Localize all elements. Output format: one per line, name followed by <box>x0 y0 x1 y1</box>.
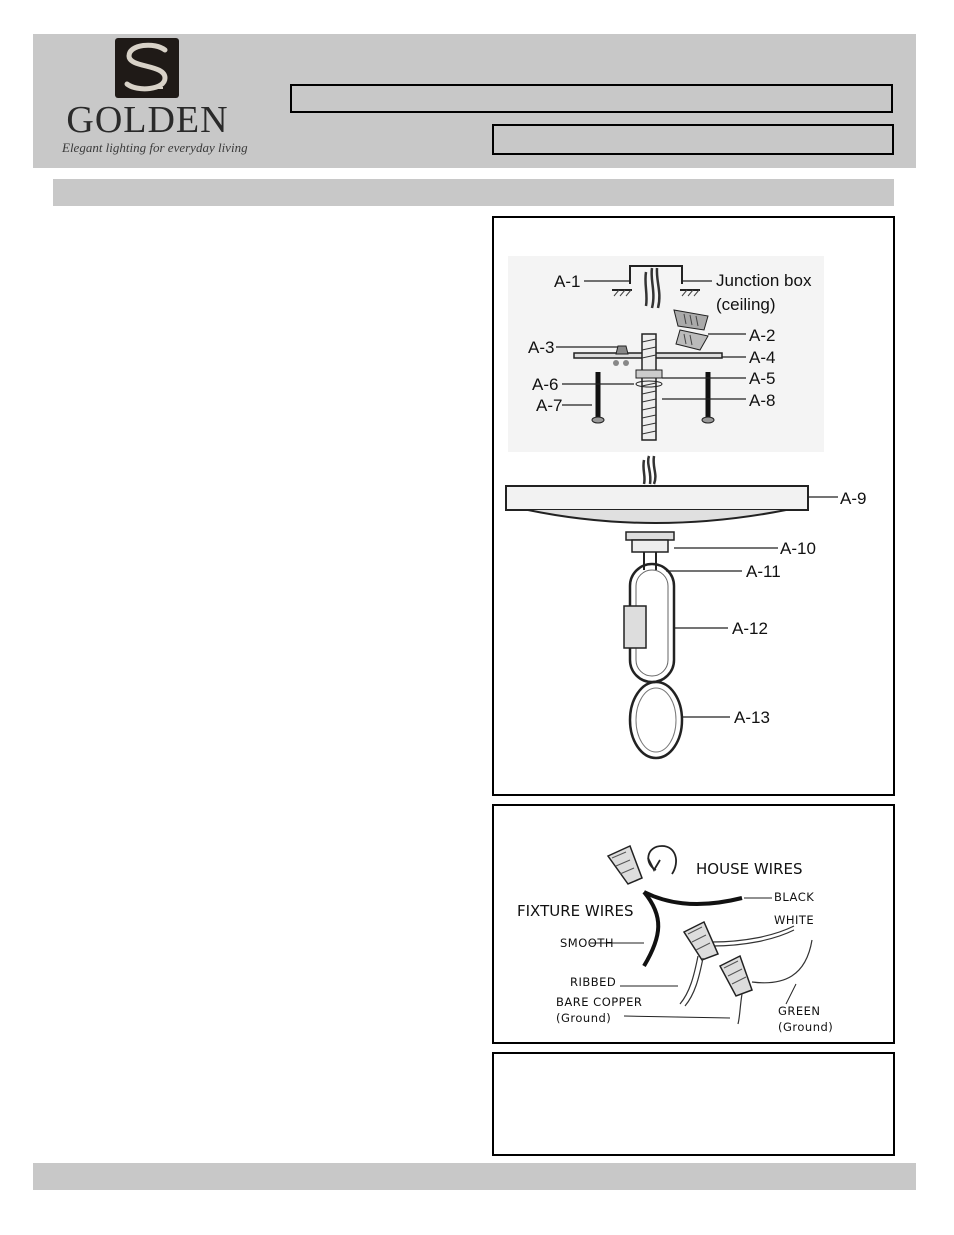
footer-band <box>33 1163 916 1190</box>
label-black: BLACK <box>774 890 815 904</box>
canopy-nut <box>626 532 674 552</box>
label-a6: A-6 <box>532 375 559 394</box>
section-bar <box>53 179 894 206</box>
label-a11: A-11 <box>746 562 781 581</box>
wire-nut-bottom-icon <box>720 956 752 996</box>
label-a13: A-13 <box>734 708 770 727</box>
smooth-fixture-wire <box>644 892 658 966</box>
label-junction-box: Junction box <box>716 271 812 290</box>
label-a7: A-7 <box>536 396 563 415</box>
label-ribbed: RIBBED <box>570 975 617 989</box>
canopy <box>506 486 808 523</box>
fixture-wires-top <box>643 456 655 484</box>
label-a12: A-12 <box>732 619 768 638</box>
label-smooth: SMOOTH <box>560 936 614 950</box>
label-a2: A-2 <box>749 326 776 345</box>
green-ground-wire <box>752 940 812 983</box>
note-box <box>492 1052 895 1156</box>
label-a9: A-9 <box>840 489 867 508</box>
label-house-wires: HOUSE WIRES <box>696 860 803 878</box>
label-a4: A-4 <box>749 348 776 367</box>
black-house-wire <box>644 892 742 904</box>
label-a5: A-5 <box>749 369 776 388</box>
twist-arrow-icon <box>648 846 676 874</box>
wire-nut-middle-icon <box>684 922 718 960</box>
wiring-diagram-panel <box>492 804 895 1044</box>
golden-logo <box>60 36 248 164</box>
white-house-wire <box>712 926 794 942</box>
label-a3: A-3 <box>528 338 555 357</box>
logo-wordmark: GOLDEN <box>66 99 229 141</box>
bare-copper-wire <box>738 994 742 1024</box>
label-a10: A-10 <box>780 539 816 558</box>
ceiling-ring <box>630 682 682 758</box>
logo-mark-icon <box>115 38 179 98</box>
mounting-diagram <box>494 218 893 794</box>
loop-stem <box>644 552 656 570</box>
label-green: GREEN <box>778 1004 821 1018</box>
label-a1: A-1 <box>554 272 581 291</box>
ribbed-fixture-wire <box>680 956 698 1004</box>
logo-tagline: Elegant lighting for everyday living <box>62 140 248 155</box>
wiring-diagram <box>494 806 893 1042</box>
quick-link <box>624 564 674 682</box>
label-a8: A-8 <box>749 391 776 410</box>
subtitle-box <box>492 124 894 155</box>
label-ceiling: (ceiling) <box>716 295 776 314</box>
label-ground-left: (Ground) <box>556 1011 612 1025</box>
label-ground-right: (Ground) <box>778 1020 834 1034</box>
label-white: WHITE <box>774 913 815 927</box>
wire-nut-top-icon <box>608 846 642 884</box>
label-bare-copper: BARE COPPER <box>556 995 643 1009</box>
label-fixture-wires: FIXTURE WIRES <box>517 902 634 920</box>
title-box <box>290 84 893 113</box>
mounting-diagram-panel <box>492 216 895 796</box>
